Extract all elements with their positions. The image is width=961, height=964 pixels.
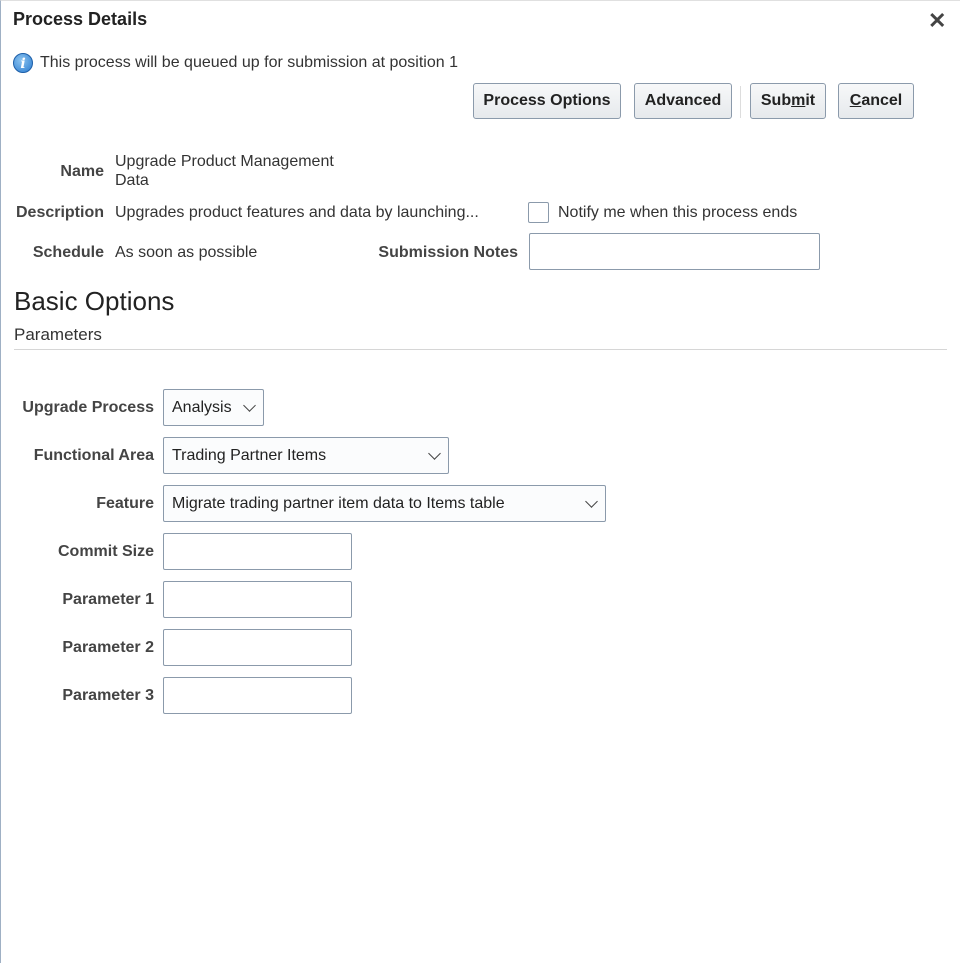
chevron-down-icon bbox=[428, 447, 441, 460]
submission-notes-input[interactable] bbox=[529, 233, 820, 270]
button-separator bbox=[740, 86, 741, 118]
schedule-label: Schedule bbox=[32, 244, 104, 261]
feature-label: Feature bbox=[96, 495, 154, 512]
upgrade-process-select[interactable] bbox=[163, 389, 264, 426]
info-icon: i bbox=[13, 53, 33, 73]
submit-label-post: it bbox=[805, 92, 816, 109]
description-label: Description bbox=[15, 204, 104, 221]
chevron-down-icon bbox=[585, 495, 598, 508]
upgrade-process-label: Upgrade Process bbox=[22, 399, 154, 416]
parameter-1-label: Parameter 1 bbox=[62, 591, 154, 608]
basic-options-heading: Basic Options bbox=[14, 286, 175, 316]
advanced-button[interactable]: Advanced bbox=[634, 83, 732, 119]
description-value: Upgrades product features and data by launching... bbox=[115, 204, 479, 221]
chevron-down-icon bbox=[243, 399, 256, 412]
submit-button[interactable] bbox=[750, 83, 826, 119]
cancel-label-post: ancel bbox=[861, 92, 903, 109]
process-options-button[interactable]: Process Options bbox=[473, 83, 621, 119]
cancel-access-key: C bbox=[849, 92, 862, 109]
name-label: Name bbox=[60, 163, 104, 180]
upgrade-process-value: Analysis bbox=[172, 399, 232, 416]
parameters-subheading: Parameters bbox=[14, 325, 102, 344]
parameter-2-input[interactable] bbox=[163, 629, 352, 666]
submission-notes-label: Submission Notes bbox=[378, 244, 518, 261]
parameter-3-label: Parameter 3 bbox=[62, 687, 154, 704]
name-value-line1: Upgrade Product Management bbox=[115, 153, 334, 170]
notify-label: Notify me when this process ends bbox=[558, 204, 798, 221]
close-icon[interactable]: ✕ bbox=[928, 8, 947, 33]
notify-checkbox[interactable] bbox=[528, 202, 549, 223]
submit-access-key: m bbox=[791, 92, 806, 109]
divider bbox=[14, 349, 947, 350]
feature-value: Migrate trading partner item data to Items table bbox=[172, 495, 505, 512]
info-message: This process will be queued up for submission at position 1 bbox=[40, 54, 458, 71]
submit-label-pre: Sub bbox=[760, 92, 792, 109]
feature-select[interactable] bbox=[163, 485, 606, 522]
parameter-3-input[interactable] bbox=[163, 677, 352, 714]
functional-area-value: Trading Partner Items bbox=[172, 447, 327, 464]
functional-area-select[interactable] bbox=[163, 437, 449, 474]
commit-size-label: Commit Size bbox=[57, 543, 154, 560]
cancel-button[interactable] bbox=[838, 83, 914, 119]
commit-size-input[interactable] bbox=[163, 533, 352, 570]
parameter-1-input[interactable] bbox=[163, 581, 352, 618]
dialog-title: Process Details bbox=[13, 9, 148, 29]
parameter-2-label: Parameter 2 bbox=[62, 639, 154, 656]
name-value-line2: Data bbox=[115, 172, 149, 189]
functional-area-label: Functional Area bbox=[33, 447, 154, 464]
schedule-value: As soon as possible bbox=[115, 244, 258, 261]
